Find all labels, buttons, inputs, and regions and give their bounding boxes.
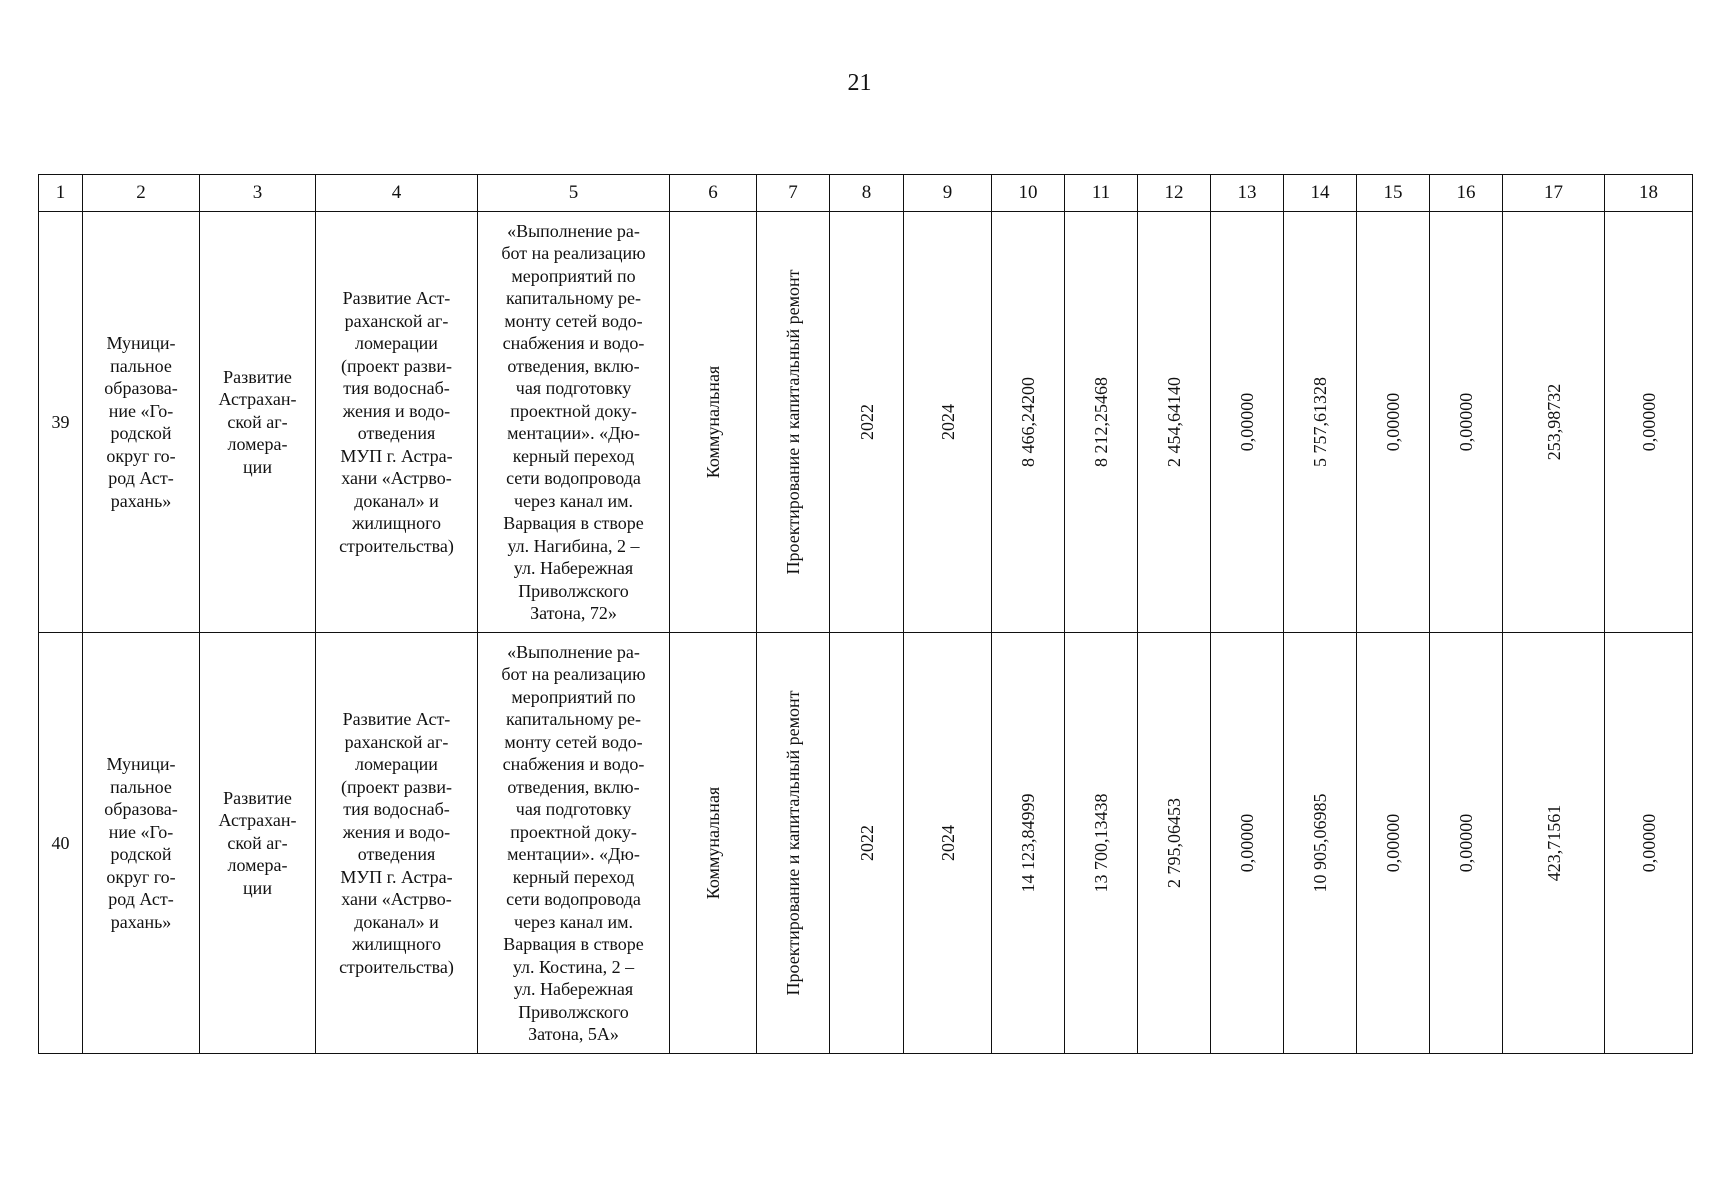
column-header: 17 bbox=[1503, 175, 1605, 212]
column-header: 10 bbox=[992, 175, 1065, 212]
value-cell bbox=[992, 212, 1065, 633]
value-cell bbox=[1430, 212, 1503, 633]
value-text: 0,00000 bbox=[1455, 813, 1476, 873]
project-text: Развитие Аст- раханской аг- ломерации (проект разви- тия водоснаб- жения и водо- отведения МУП г. Астра- хани «Астрво- доканал» и жилищного строительства) bbox=[339, 709, 454, 977]
year-start-cell bbox=[830, 633, 904, 1054]
value-text: 10 905,06985 bbox=[1309, 793, 1330, 893]
column-header: 13 bbox=[1211, 175, 1284, 212]
municipality-cell bbox=[83, 633, 200, 1054]
object-text: «Выполнение ра- бот на реализацию мероприятий по капитальному ре- монту сетей водо- снабжения и водо- отведения, вклю- чая подготовку проектной доку- ментации». «Дю- керный переход сети водопровода через канал им. Варвация в створе ул. Нагибина, 2 – ул. Набережная Приволжского Затона, 72» bbox=[501, 220, 646, 623]
column-header: 11 bbox=[1065, 175, 1138, 212]
page-number: 21 bbox=[847, 70, 872, 96]
value-cell bbox=[992, 633, 1065, 1054]
municipality-text: Муници- пальное образова- ние «Го- родской округ го- род Аст- рахань» bbox=[104, 333, 178, 511]
column-header: 15 bbox=[1357, 175, 1430, 212]
column-header: 7 bbox=[757, 175, 830, 212]
value-cell bbox=[1065, 633, 1138, 1054]
column-header: 5 bbox=[478, 175, 670, 212]
value-text: 0,00000 bbox=[1382, 813, 1403, 873]
year-start-text: 2022 bbox=[856, 825, 877, 861]
value-text: 0,00000 bbox=[1638, 392, 1659, 452]
year-start-text: 2022 bbox=[856, 404, 877, 440]
year-end-text: 2024 bbox=[937, 825, 958, 861]
value-cell bbox=[1211, 633, 1284, 1054]
year-end-text: 2024 bbox=[937, 404, 958, 440]
work-type-text: Проектирование и капитальный ремонт bbox=[782, 269, 803, 575]
ownership-cell bbox=[670, 633, 757, 1054]
table-row bbox=[39, 633, 1693, 1054]
program-cell bbox=[200, 633, 316, 1054]
object-cell bbox=[478, 212, 670, 633]
value-text: 2 454,64140 bbox=[1163, 377, 1184, 467]
value-text: 8 466,24200 bbox=[1017, 377, 1038, 467]
object-cell bbox=[478, 633, 670, 1054]
object-text: «Выполнение ра- бот на реализацию мероприятий по капитальному ре- монту сетей водо- снабжения и водо- отведения, вклю- чая подготовку проектной доку- ментации». «Дю- керный переход сети водопровода через канал им. Варвация в створе ул. Костина, 2 – ул. Набережная Приволжского Затона, 5А» bbox=[501, 641, 646, 1044]
value-text: 0,00000 bbox=[1382, 392, 1403, 452]
value-text: 2 795,06453 bbox=[1163, 798, 1184, 888]
table-row bbox=[39, 212, 1693, 633]
column-header: 1 bbox=[39, 175, 83, 212]
work-type-cell bbox=[757, 633, 830, 1054]
work-type-cell bbox=[757, 212, 830, 633]
value-text: 8 212,25468 bbox=[1090, 377, 1111, 467]
column-header: 4 bbox=[316, 175, 478, 212]
value-text: 5 757,61328 bbox=[1309, 377, 1330, 467]
value-text: 13 700,13438 bbox=[1090, 793, 1111, 893]
value-cell bbox=[1065, 212, 1138, 633]
value-text: 423,71561 bbox=[1543, 804, 1564, 882]
program-cell bbox=[200, 212, 316, 633]
value-text: 0,00000 bbox=[1638, 813, 1659, 873]
value-text: 0,00000 bbox=[1236, 392, 1257, 452]
value-cell bbox=[1605, 633, 1693, 1054]
program-text: Развитие Астрахан- ской аг- ломера- ции bbox=[218, 366, 297, 477]
value-text: 14 123,84999 bbox=[1017, 793, 1038, 893]
project-cell bbox=[316, 212, 478, 633]
value-text: 253,98732 bbox=[1543, 383, 1564, 461]
value-cell bbox=[1605, 212, 1693, 633]
column-header: 16 bbox=[1430, 175, 1503, 212]
ownership-text: Коммунальная bbox=[702, 365, 723, 479]
column-header: 9 bbox=[904, 175, 992, 212]
column-header: 18 bbox=[1605, 175, 1693, 212]
value-cell bbox=[1284, 633, 1357, 1054]
year-end-cell bbox=[904, 212, 992, 633]
value-text: 0,00000 bbox=[1236, 813, 1257, 873]
column-header: 8 bbox=[830, 175, 904, 212]
municipality-text: Муници- пальное образова- ние «Го- родской округ го- род Аст- рахань» bbox=[104, 754, 178, 932]
value-cell bbox=[1284, 212, 1357, 633]
value-cell bbox=[1138, 212, 1211, 633]
value-cell bbox=[1430, 633, 1503, 1054]
year-start-cell bbox=[830, 212, 904, 633]
column-header: 6 bbox=[670, 175, 757, 212]
program-text: Развитие Астрахан- ской аг- ломера- ции bbox=[218, 787, 297, 898]
value-cell bbox=[1503, 212, 1605, 633]
column-header: 12 bbox=[1138, 175, 1211, 212]
value-cell bbox=[1211, 212, 1284, 633]
column-header: 3 bbox=[200, 175, 316, 212]
value-cell bbox=[1503, 633, 1605, 1054]
ownership-text: Коммунальная bbox=[702, 786, 723, 900]
value-cell bbox=[1357, 212, 1430, 633]
row-number: 40 bbox=[39, 633, 83, 1054]
work-type-text: Проектирование и капитальный ремонт bbox=[782, 690, 803, 996]
value-text: 0,00000 bbox=[1455, 392, 1476, 452]
data-table bbox=[38, 174, 1693, 1054]
column-header: 14 bbox=[1284, 175, 1357, 212]
year-end-cell bbox=[904, 633, 992, 1054]
column-header: 2 bbox=[83, 175, 200, 212]
project-cell bbox=[316, 633, 478, 1054]
header-row bbox=[39, 175, 1693, 212]
project-text: Развитие Аст- раханской аг- ломерации (проект разви- тия водоснаб- жения и водо- отведения МУП г. Астра- хани «Астрво- доканал» и жилищного строительства) bbox=[339, 288, 454, 556]
municipality-cell bbox=[83, 212, 200, 633]
value-cell bbox=[1138, 633, 1211, 1054]
value-cell bbox=[1357, 633, 1430, 1054]
row-number: 39 bbox=[39, 212, 83, 633]
ownership-cell bbox=[670, 212, 757, 633]
